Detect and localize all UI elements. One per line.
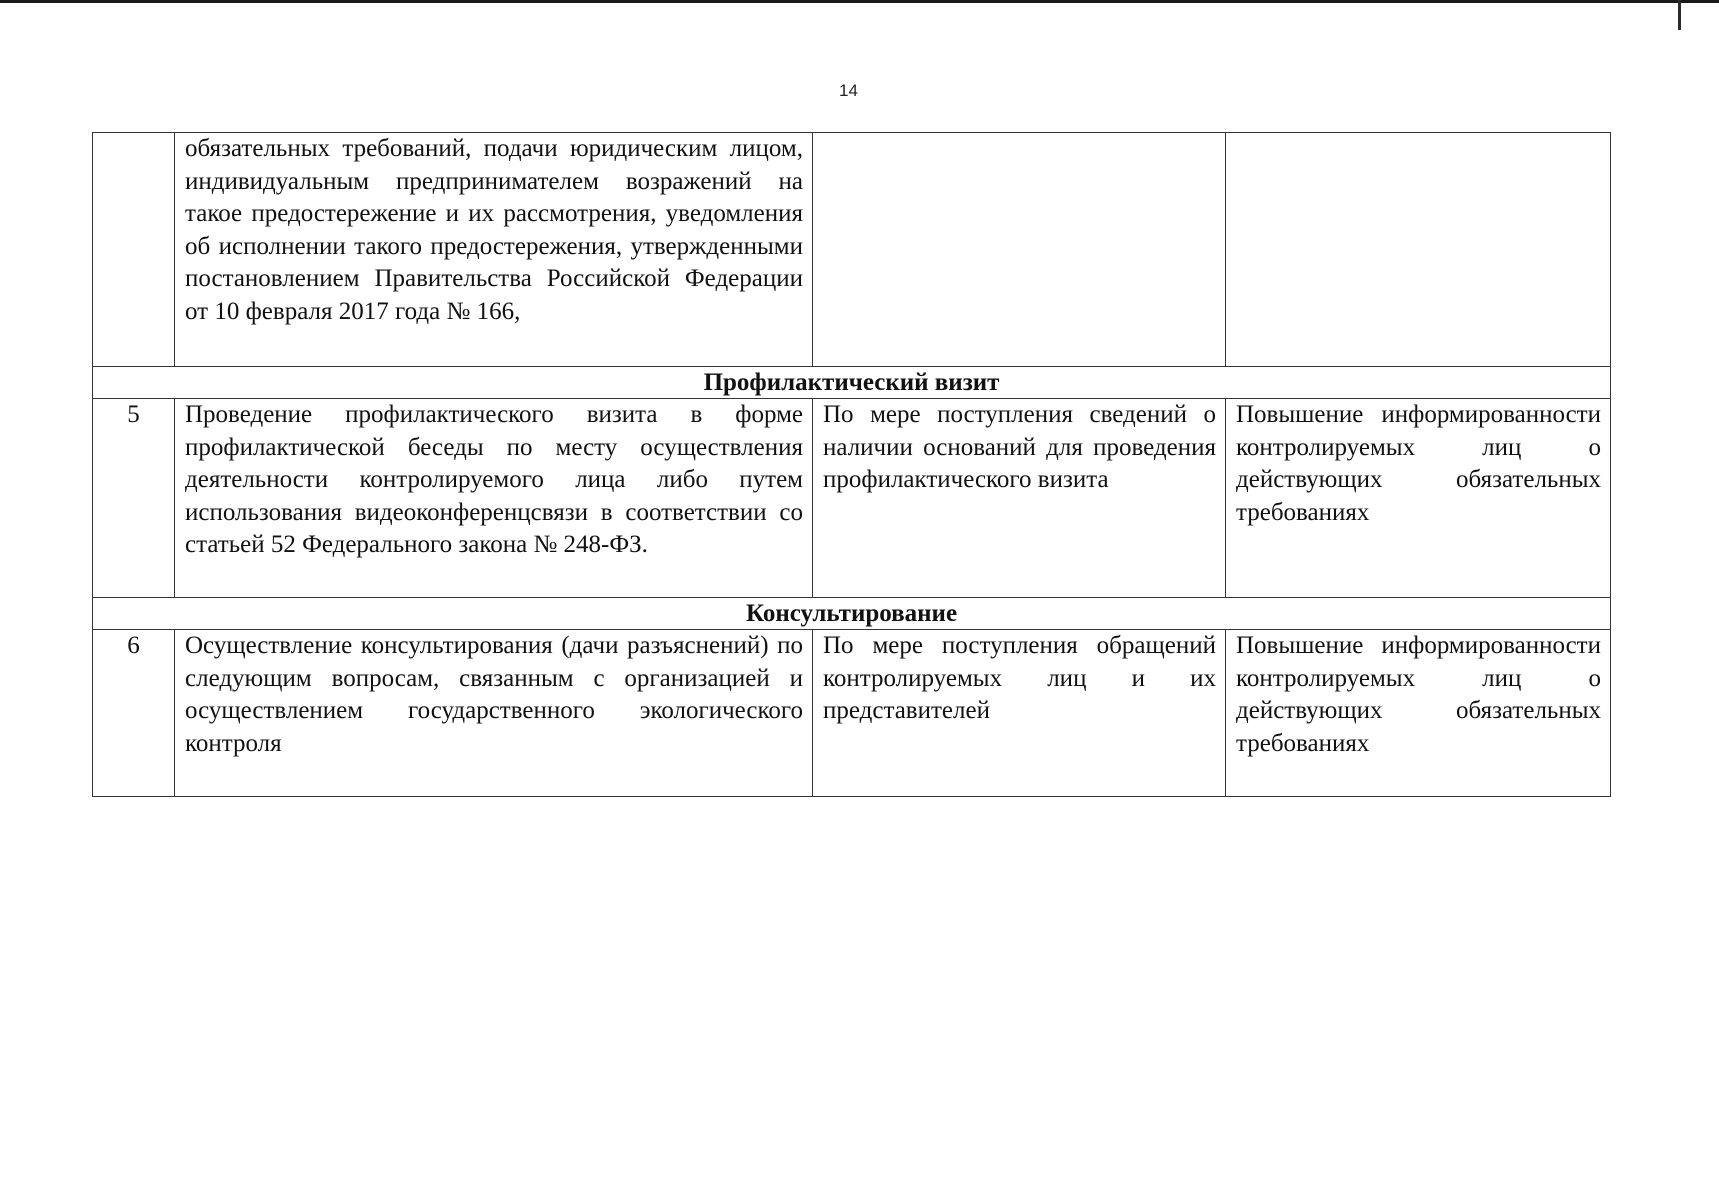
section-header-row [93,367,1611,399]
prevention-measures-table [92,132,1611,797]
page-top-edge [0,0,1719,3]
table-row [93,399,1611,598]
row-number-cell: 6 [93,630,175,797]
section-header-row [93,598,1611,630]
section-title-preventive-visit: Профилактический визит [93,367,1611,399]
row-number-cell [93,133,175,367]
row-number-cell: 5 [93,399,175,598]
result-cell: Повышение информированности контролируемых лиц о действующих обязательных требованиях [1226,399,1611,598]
activity-cell: Осуществление консультирования (дачи разъяснений) по следующим вопросам, связанным с организацией и осуществлением государственного экологического контроля [175,630,813,797]
term-cell: По мере поступления сведений о наличии оснований для проведения профилактического визита [813,399,1226,598]
activity-cell: Проведение профилактического визита в форме профилактической беседы по месту осуществления деятельности контролируемого лица либо путем использования видеоконференцсвязи в соответствии со статьей 52 Федерального закона № 248-ФЗ. [175,399,813,598]
section-title-consulting: Консультирование [93,598,1611,630]
page-number: 14 [839,81,858,100]
term-cell [813,133,1226,367]
result-cell [1226,133,1611,367]
table-row-continued [93,133,1611,367]
page-corner-mark [1678,0,1681,30]
table-row [93,630,1611,797]
activity-cell: обязательных требований, подачи юридическим лицом, индивидуальным предпринимателем возражений на такое предостережение и их рассмотрения, уведомления об исполнении такого предостережения, утвержденными постановлением Правительства Российской Федерации от 10 февраля 2017 года № 166, [175,133,813,367]
term-cell: По мере поступления обращений контролируемых лиц и их представителей [813,630,1226,797]
result-cell: Повышение информированности контролируемых лиц о действующих обязательных требованиях [1226,630,1611,797]
